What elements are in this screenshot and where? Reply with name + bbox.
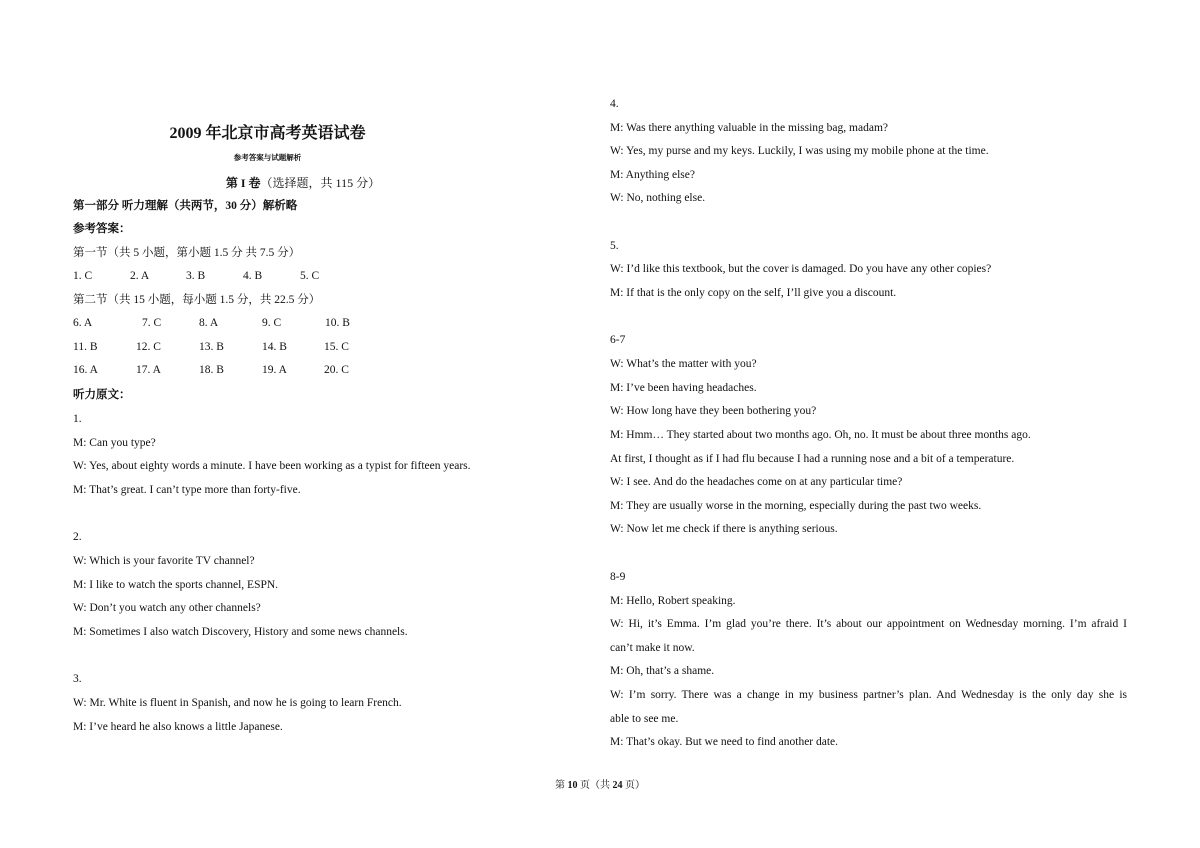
dialogue-number: 8-9: [610, 571, 626, 583]
dialogue-line: W: How long have they been bothering you?: [610, 405, 817, 417]
section2-heading: 第二节（共 15 小题，每小题 1.5 分，共 22.5 分）: [73, 294, 321, 306]
dialogue-line: W: I see. And do the headaches come on at any particular time?: [610, 476, 903, 488]
dialogue-line: W: Don’t you watch any other channels?: [73, 602, 261, 614]
answer-item: 12. C: [136, 341, 161, 353]
dialogue-line: W: I’d like this textbook, but the cover is damaged. Do you have any other copies?: [610, 263, 992, 275]
dialogue-number: 5.: [610, 240, 619, 252]
answer-item: 16. A: [73, 364, 98, 376]
dialogue-line: M: Oh, that’s a shame.: [610, 665, 715, 677]
dialogue-line: W: I’m sorry. There was a change in my business partner’s plan. And Wednesday is the only day she is: [610, 689, 1127, 701]
dialogue-line: M: Was there anything valuable in the missing bag, madam?: [610, 122, 888, 134]
dialogue-line: M: That’s great. I can’t type more than forty-five.: [73, 484, 301, 496]
dialogue-line: At first, I thought as if I had flu because I had a running nose and a bit of a temperature.: [610, 453, 1015, 465]
dialogue-number: 4.: [610, 98, 619, 110]
dialogue-line: W: No, nothing else.: [610, 192, 706, 204]
document-subtitle: 参考答案与试题解析: [233, 153, 302, 162]
answer-item: 18. B: [199, 364, 224, 376]
answer-item: 5. C: [300, 270, 320, 282]
footer-middle: 页（共: [577, 780, 613, 791]
volume-heading: [73, 174, 533, 191]
dialogue-line: able to see me.: [610, 713, 679, 725]
answer-item: 14. B: [262, 341, 287, 353]
answer-item: 7. C: [142, 317, 162, 329]
answer-item: 2. A: [130, 270, 150, 282]
answer-item: 13. B: [199, 341, 224, 353]
page-footer: [0, 776, 1200, 791]
dialogue-line: M: If that is the only copy on the self, I’ll give you a discount.: [610, 287, 897, 299]
dialogue-line: M: Can you type?: [73, 437, 156, 449]
footer-prefix: 第: [555, 780, 568, 791]
answer-item: 4. B: [243, 270, 263, 282]
section1-heading: 第一节（共 5 小题，第小题 1.5 分 共 7.5 分）: [73, 247, 301, 259]
answer-item: 3. B: [186, 270, 206, 282]
answer-item: 9. C: [262, 317, 282, 329]
reference-answers-label: 参考答案：: [73, 223, 131, 235]
dialogue-line: W: Yes, my purse and my keys. Luckily, I was using my mobile phone at the time.: [610, 145, 989, 157]
answer-item: 8. A: [199, 317, 219, 329]
footer-page-number: 10: [567, 780, 578, 791]
answer-item: 1. C: [73, 270, 93, 282]
answer-item: 20. C: [324, 364, 349, 376]
dialogue-number: 2.: [73, 531, 82, 543]
footer-suffix: 页）: [622, 780, 645, 791]
answer-item: 6. A: [73, 317, 93, 329]
dialogue-line: M: Hmm… They started about two months ago. Oh, no. It must be about three months ago.: [610, 429, 1031, 441]
dialogue-line: M: I like to watch the sports channel, ESPN.: [73, 579, 279, 591]
answer-item: 19. A: [262, 364, 287, 376]
dialogue-line: W: Mr. White is fluent in Spanish, and now he is going to learn French.: [73, 697, 402, 709]
dialogue-number: 1.: [73, 413, 82, 425]
dialogue-number: 6-7: [610, 334, 626, 346]
part1-heading: 第一部分 听力理解（共两节，30 分）解析略: [73, 200, 298, 212]
dialogue-line: W: What’s the matter with you?: [610, 358, 757, 370]
dialogue-line: W: Now let me check if there is anything serious.: [610, 523, 838, 535]
dialogue-number: 3.: [73, 673, 82, 685]
volume-heading-bold: 第 I 卷: [225, 176, 261, 190]
dialogue-line: M: I’ve heard he also knows a little Japanese.: [73, 721, 283, 733]
answer-item: 11. B: [73, 341, 98, 353]
transcript-label: 听力原文：: [73, 389, 131, 401]
answer-item: 15. C: [324, 341, 349, 353]
dialogue-line: M: Anything else?: [610, 169, 695, 181]
volume-heading-rest: （选择题，共 115 分）: [260, 176, 381, 190]
dialogue-line: M: They are usually worse in the morning, especially during the past two weeks.: [610, 500, 982, 512]
dialogue-line: W: Hi, it’s Emma. I’m glad you’re there. It’s about our appointment on Wednesday morning. I’m afraid I: [610, 618, 1127, 630]
footer-total-pages: 24: [612, 780, 623, 791]
answer-item: 10. B: [325, 317, 350, 329]
dialogue-line: W: Which is your favorite TV channel?: [73, 555, 255, 567]
answer-item: 17. A: [136, 364, 161, 376]
dialogue-line: M: That’s okay. But we need to find another date.: [610, 736, 839, 748]
dialogue-line: M: I’ve been having headaches.: [610, 382, 757, 394]
dialogue-line: can’t make it now.: [610, 642, 695, 654]
dialogue-line: W: Yes, about eighty words a minute. I have been working as a typist for fifteen years.: [73, 460, 471, 472]
dialogue-line: M: Hello, Robert speaking.: [610, 595, 736, 607]
document-title: 2009 年北京市高考英语试卷: [169, 125, 366, 142]
dialogue-line: M: Sometimes I also watch Discovery, History and some news channels.: [73, 626, 408, 638]
